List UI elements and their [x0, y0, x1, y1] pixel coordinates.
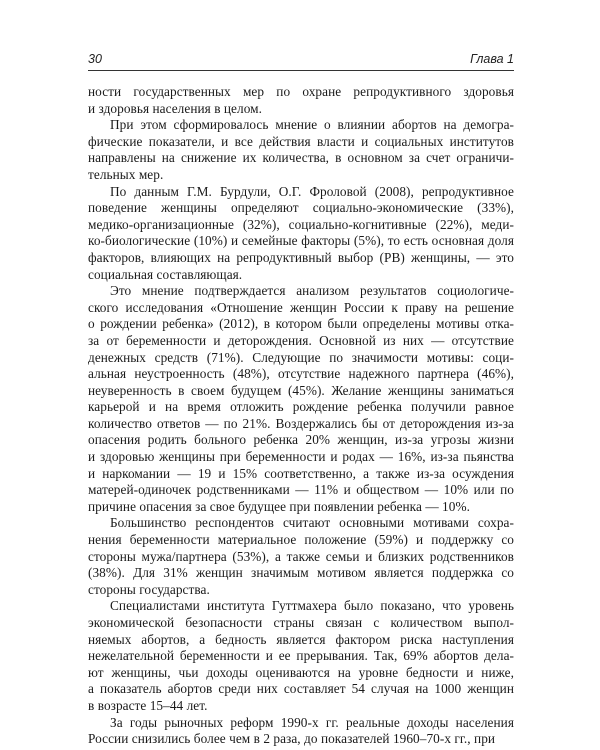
text-line: ют женщины, чьи доходы оцениваются на уровне бедности и ниже,	[88, 664, 514, 680]
text-line: денежных средств (71%). Следующие по значимости мотивы: соци-	[88, 349, 514, 365]
text-line: Специалистами института Гуттмахера было показано, что уровень	[110, 598, 514, 614]
text-line: Это мнение подтверждается анализом результатов социологиче-	[110, 283, 514, 299]
text-line: По данным Г.М. Бурдули, О.Г. Фроловой (2008), репродуктивное	[110, 183, 514, 199]
text-line: Большинство респондентов считают основными мотивами сохра-	[110, 515, 514, 531]
text-line: и наркомании — 19 и 15% соответственно, а также из-за осуждения	[88, 465, 514, 481]
text-line: ского исследования «Отношение женщин России к праву на решение	[88, 299, 514, 315]
text-line: России снизились более чем в 2 раза, до показателей 1960–70-х гг., при	[88, 731, 496, 747]
paragraph	[88, 283, 514, 515]
paragraph	[88, 184, 514, 284]
paragraph	[88, 84, 514, 117]
text-line: тельных мер.	[88, 166, 164, 182]
text-line: социальная составляющая.	[88, 266, 243, 282]
text-line: а показатель абортов среди них составляет 54 случая на 1000 женщин	[88, 681, 514, 697]
text-line: и здоровья населения в целом.	[88, 100, 262, 116]
text-line: факторов, влияющих на репродуктивный выбор (РВ) женщины, — это	[88, 249, 514, 265]
header-rule	[88, 70, 514, 71]
text-line: стороны государства.	[88, 581, 210, 597]
text-line: ности государственных мер по охране репродуктивного здоровья	[88, 84, 514, 99]
text-line: причине опасения за свое будущее при появлении ребенка — 10%.	[88, 498, 470, 514]
page-number: 30	[88, 52, 102, 66]
text-line: за от беременности и деторождения. Основной из них — отсутствие	[88, 332, 514, 348]
text-line: нения беременности материальное положение (59%) и поддержку со	[88, 532, 514, 548]
text-line: няемых абортов, а бедность является фактором риска наступления	[88, 631, 514, 647]
text-line: ко-биологические (10%) и семейные факторы (5%), то есть основная доля	[88, 233, 514, 249]
chapter-label: Глава 1	[470, 52, 514, 66]
text-line: в возрасте 15–44 лет.	[88, 697, 208, 713]
text-line: опасения родить больного ребенка 20% женщин, из-за угрозы жизни	[88, 432, 514, 448]
text-line: (38%). Для 31% женщин значимым мотивом является поддержка со	[88, 565, 514, 581]
text-line: матерей-одиночек родственниками — 11% и обществом — 10% или по	[88, 482, 514, 498]
text-line: фические показатели, и все действия власти и социальных институтов	[88, 133, 514, 149]
text-line: альная неустроенность (48%), отсутствие надежного партнера (46%),	[88, 366, 514, 382]
text-line: карьерой и на время отложить рождение ребенка получили равное	[88, 399, 514, 415]
text-line: При этом сформировалось мнение о влиянии абортов на демогра-	[110, 117, 514, 133]
text-line: количество ответов — по 21%. Воздержались бы от деторождения из-за	[88, 415, 514, 431]
text-line: стороны мужа/партнера (53%), а также семьи и близких родственников	[88, 548, 514, 564]
text-line: направлены на снижение их количества, в основном за счет ограничи-	[88, 150, 514, 166]
paragraph	[88, 598, 514, 714]
text-line: поведение женщины определяют социально-экономические (33%),	[88, 200, 514, 216]
text-line: медико-организационные (32%), социально-когнитивные (22%), меди-	[88, 216, 514, 232]
running-header	[88, 50, 514, 72]
paragraph	[88, 117, 514, 183]
text-line: о рождении ребенка» (2012), в котором были определены мотивы отка-	[88, 316, 514, 332]
text-line: экономической безопасности страны связан с количеством выпол-	[88, 615, 514, 630]
paragraph	[88, 515, 514, 598]
text-line: За годы рыночных реформ 1990-х гг. реальные доходы населения	[110, 714, 514, 730]
text-line: неуверенность в своем будущем (45%). Желание женщины заниматься	[88, 382, 514, 398]
text-line: и здоровью женщины при беременности и родах — 16%, из-за пьянства	[88, 449, 514, 465]
paragraph	[88, 715, 514, 748]
text-line: нежелательной беременности и ее прерывания. Так, 69% абортов дела-	[88, 648, 514, 664]
body-text	[88, 84, 514, 748]
